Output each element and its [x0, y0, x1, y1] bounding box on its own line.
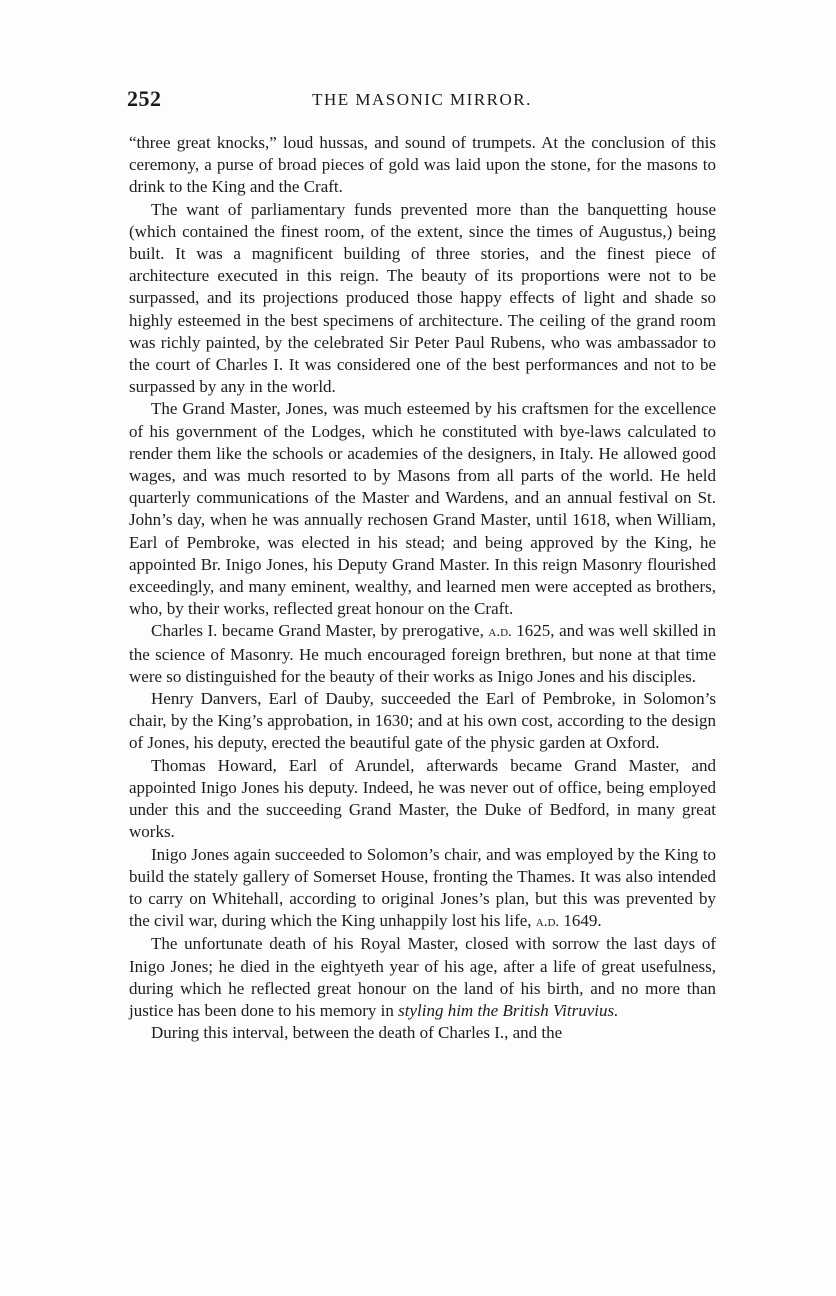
paragraph-8: [129, 933, 716, 1022]
paragraph-3: [129, 398, 716, 620]
paragraph-text: The Grand Master, Jones, was much esteemed by his craftsmen for the excellence of his government of the Lodges, which he constituted with bye-laws calculated to render them like the schools or academies of the designers, in Italy. He allowed good wages, and was much resorted to by Masons from all parts of the world. He held quarterly communications of the Master and Wardens, and an annual festival on St. John’s day, when he was annually rechosen Grand Master, until 1618, when William, Earl of Pembroke, was elected in his stead; and being approved by the King, he appointed Br. Inigo Jones, his Deputy Grand Master. In this reign Masonry flourished exceedingly, and many eminent, wealthy, and learned men were accepted as brothers, who, by their works, reflected great honour on the Craft.: [129, 399, 716, 619]
paragraph-7: [129, 844, 716, 934]
paragraph-text: During this interval, between the death of Charles I., and the: [151, 1023, 563, 1043]
paragraph-9: [129, 1022, 716, 1044]
era-abbreviation: a.d.: [535, 914, 560, 931]
body-text: [129, 132, 716, 1044]
paragraph-5: [129, 688, 716, 755]
paragraph-text: Henry Danvers, Earl of Dauby, succeeded the Earl of Pembroke, in Solomon’s chair, by the King’s approbation, in 1630; and at his own cost, according to the design of Jones, his deputy, erected the beautiful gate of the physic garden at Oxford.: [129, 689, 716, 753]
paragraph-6: [129, 755, 716, 844]
paragraph-text: Charles I. became Grand Master, by prerogative,: [151, 621, 489, 641]
page-header: [127, 86, 717, 114]
page-number: 252: [127, 86, 162, 111]
paragraph-text: The unfortunate death of his Royal Master, closed with sorrow the last days of Inigo Jones; he died in the eightyeth year of his age, after a life of great usefulness, during which he reflected great honour on the land of his birth, and no more than justice has been done to his memory in: [129, 934, 716, 1020]
paragraph-text: 1649.: [559, 911, 602, 931]
era-abbreviation: a.d.: [488, 624, 512, 641]
running-title: THE MASONIC MIRROR.: [312, 90, 532, 109]
paragraph-2: [129, 199, 716, 399]
paragraph-text: “three great knocks,” loud hussas, and sound of trumpets. At the conclusion of this ceremony, a purse of broad pieces of gold was laid upon the stone, for the masons to drink to the King and the Craft.: [129, 133, 716, 197]
paragraph-text: Inigo Jones again succeeded to Solomon’s chair, and was employed by the King to build the stately gallery of Somerset House, fronting the Thames. It was also intended to carry on Whitehall, according to original Jones’s plan, but this was prevented by the civil war, during which the King unhappily lost his life,: [129, 844, 716, 931]
paragraph-text: 1625, and was well skilled in the science of Masonry. He much encouraged foreign brethren, but none at that time were so distinguished for the beauty of their works as Inigo Jones and his disciples.: [129, 621, 716, 686]
paragraph-text: The want of parliamentary funds prevented more than the banquetting house (which contained the finest room, of the extent, since the times of Augustus,) being built. It was a magnificent building of three stories, and the finest piece of architecture executed in this reign. The beauty of its proportions were not to be surpassed, and its projections produced those happy effects of light and shade so highly esteemed in the best specimens of architecture. The ceiling of the grand room was richly painted, by the celebrated Sir Peter Paul Rubens, who was ambassador to the court of Charles I. It was considered one of the best performances and not to be surpassed by any in the world.: [129, 199, 716, 397]
italic-text: styling him the British Vitruvius.: [398, 1000, 619, 1020]
paragraph-4: [129, 620, 716, 688]
paragraph-text: Thomas Howard, Earl of Arundel, afterwards became Grand Master, and appointed Inigo Jones his deputy. Indeed, he was never out of office, being employed under this and the succeeding Grand Master, the Duke of Bedford, in many great works.: [129, 755, 716, 842]
paragraph-1: [129, 132, 716, 199]
